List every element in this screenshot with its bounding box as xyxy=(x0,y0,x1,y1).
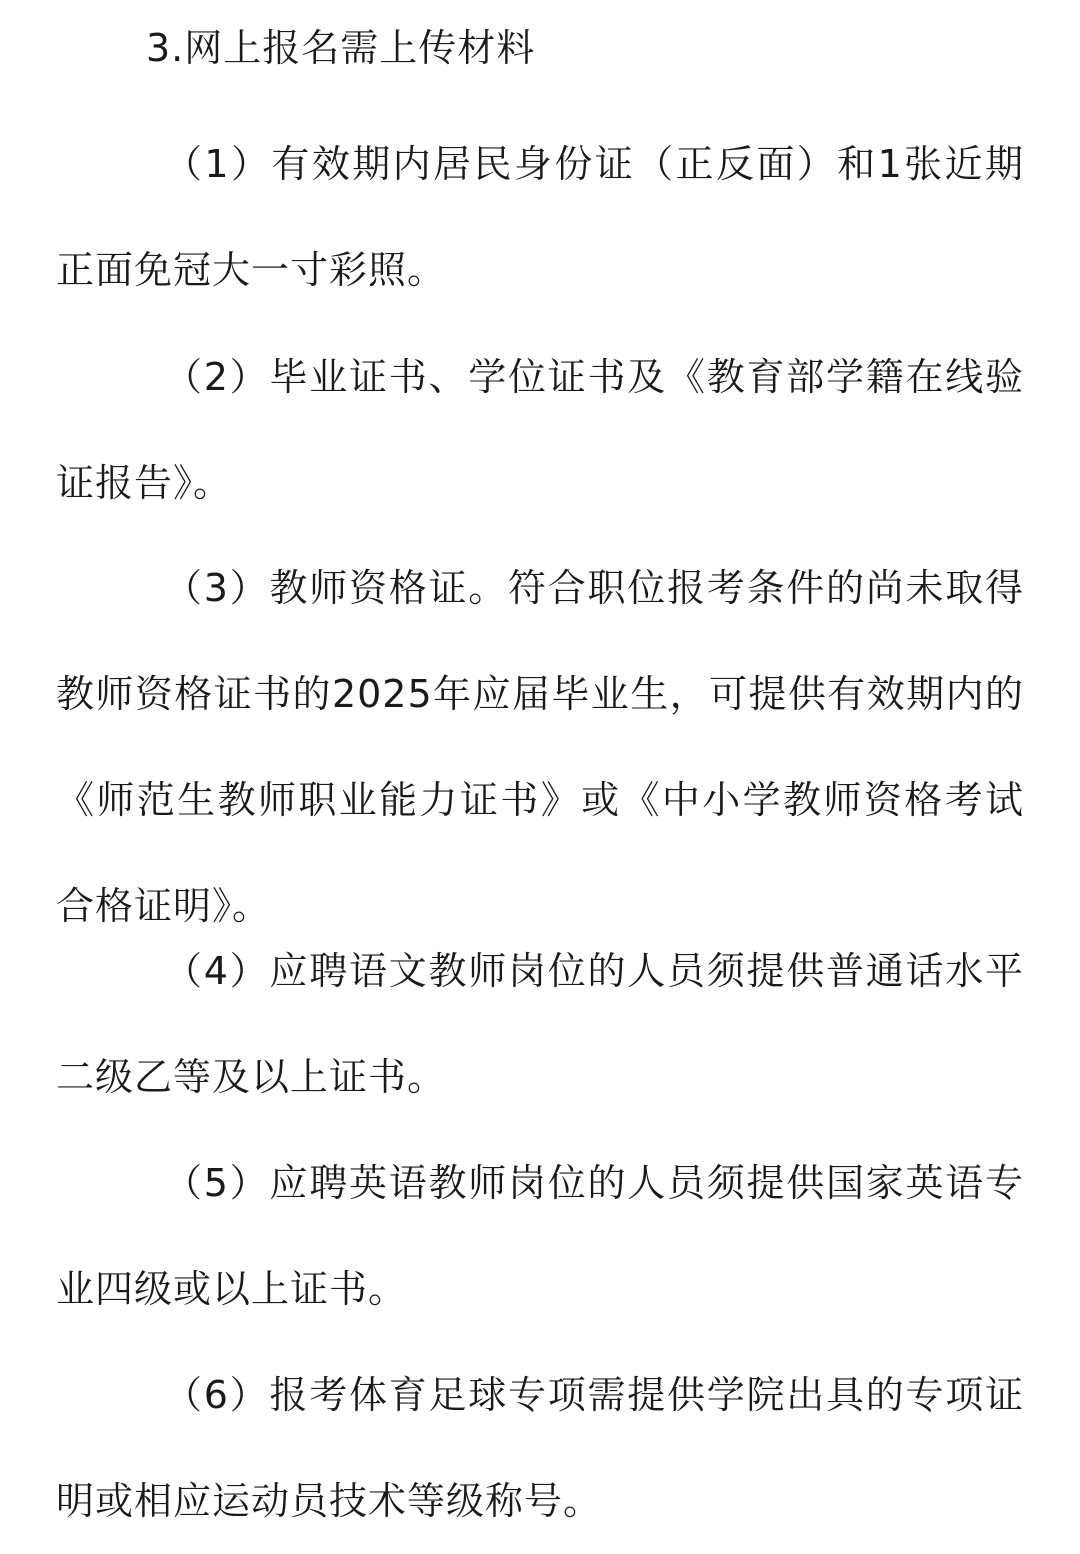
list-item-4: （4）应聘语文教师岗位的人员须提供普通话水平二级乙等及以上证书。 xyxy=(56,949,1024,1099)
section-heading: 3.网上报名需上传材料 xyxy=(146,26,536,70)
list-item-2: （2）毕业证书、学位证书及《教育部学籍在线验证报告》。 xyxy=(56,355,1024,505)
list-item-3: （3）教师资格证。符合职位报考条件的尚未取得教师资格证书的2025年应届毕业生，可提供有效期内的《师范生教师职业能力证书》或《中小学教师资格考试合格证明》。 xyxy=(56,566,1024,928)
list-item-6: （6）报考体育足球专项需提供学院出具的专项证明或相应运动员技术等级称号。 xyxy=(56,1373,1024,1523)
list-item-5: （5）应聘英语教师岗位的人员须提供国家英语专业四级或以上证书。 xyxy=(56,1161,1024,1311)
list-item-1: （1）有效期内居民身份证（正反面）和1张近期正面免冠大一寸彩照。 xyxy=(56,142,1024,292)
